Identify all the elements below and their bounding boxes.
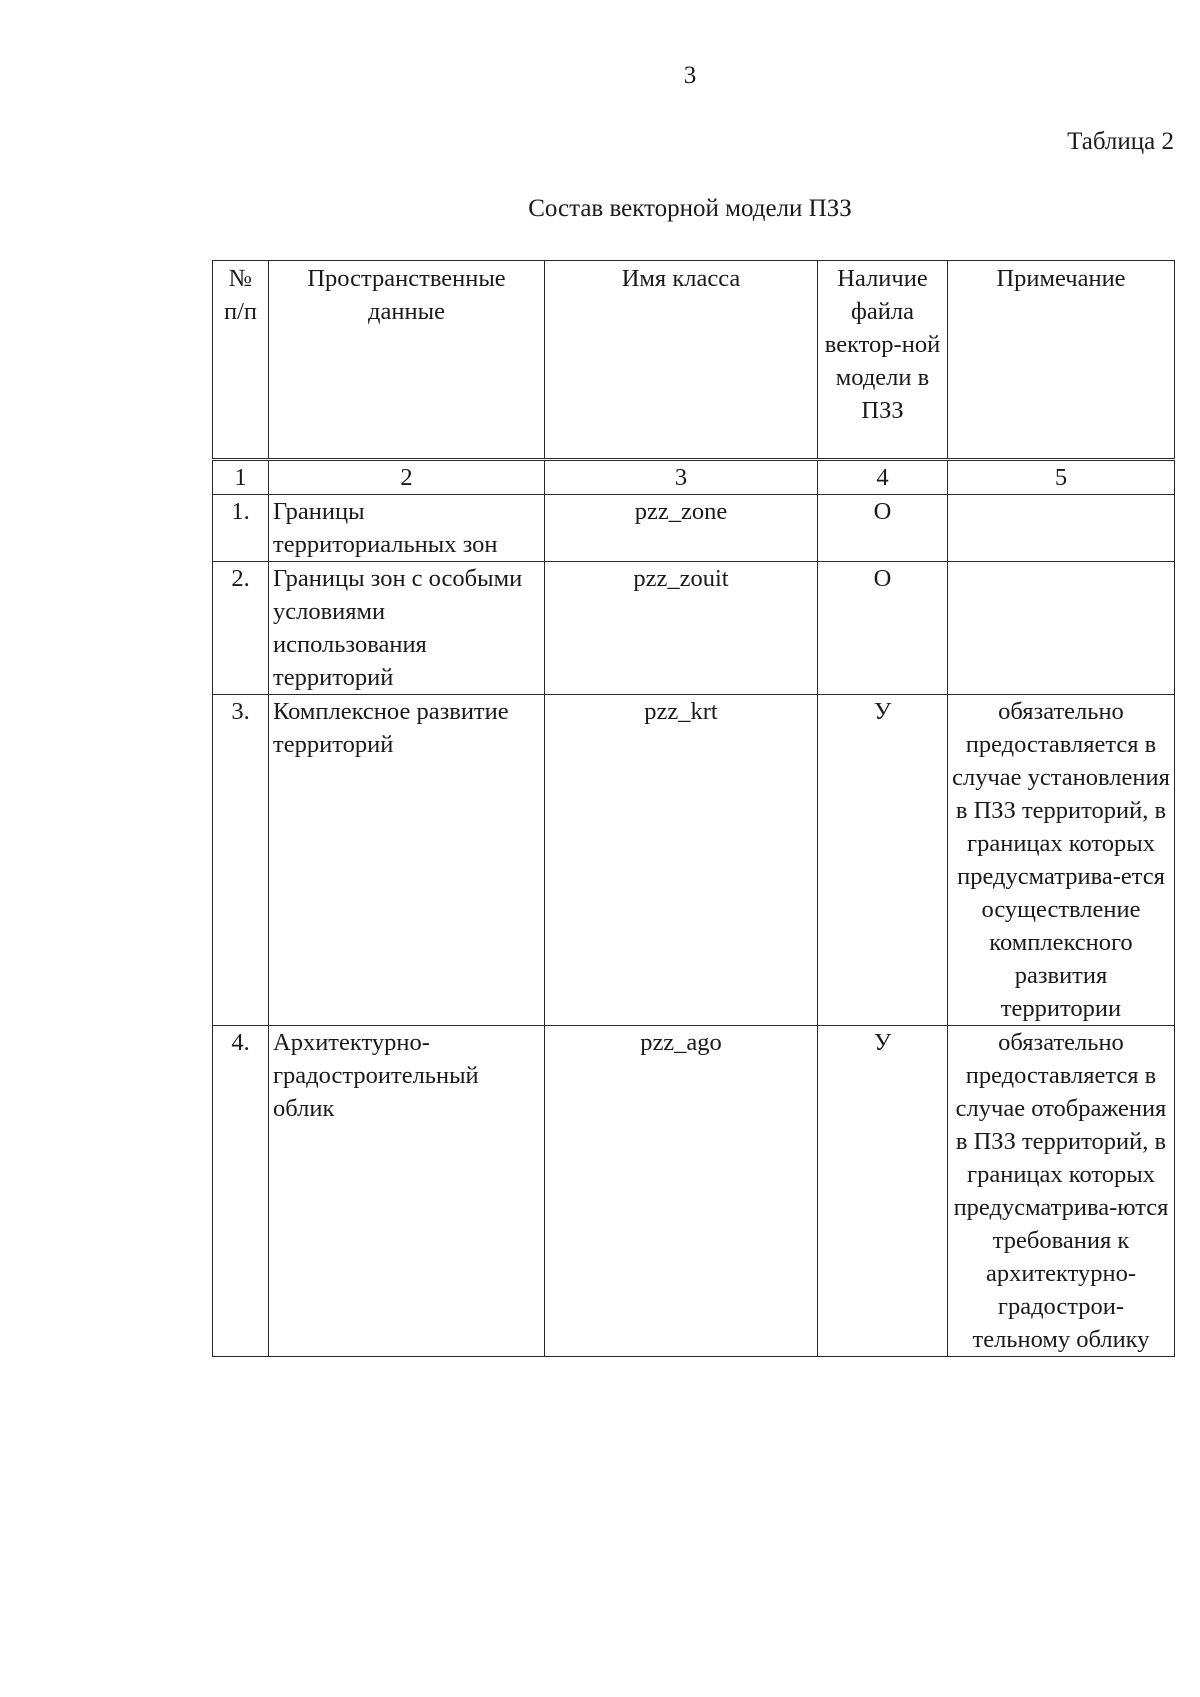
column-index: 2: [269, 460, 545, 495]
table-header-row: [213, 261, 1175, 460]
row-number: 1.: [213, 495, 269, 562]
presence-cell: У: [818, 695, 948, 1026]
spatial-data-cell: Архитектурно-градостроительный облик: [269, 1026, 545, 1357]
header-num: № п/п: [213, 261, 269, 460]
class-name-cell: pzz_ago: [545, 1026, 818, 1357]
note-cell: обязательно предоставляется в случае установления в ПЗЗ территорий, в границах которых предусматрива-ется осуществление комплексного развития территории: [948, 695, 1175, 1026]
header-class-name: Имя класса: [545, 261, 818, 460]
table-label: Таблица 2: [1067, 128, 1174, 155]
table-row: [213, 495, 1175, 562]
note-cell: [948, 562, 1175, 695]
column-index: 3: [545, 460, 818, 495]
presence-cell: У: [818, 1026, 948, 1357]
vector-model-table: [212, 260, 1175, 1357]
spatial-data-cell: Границы зон с особыми условиями использования территорий: [269, 562, 545, 695]
row-number: 3.: [213, 695, 269, 1026]
row-number: 4.: [213, 1026, 269, 1357]
spatial-data-cell: Границы территориальных зон: [269, 495, 545, 562]
spatial-data-cell: Комплексное развитие территорий: [269, 695, 545, 1026]
header-note: Примечание: [948, 261, 1175, 460]
table-row: [213, 695, 1175, 1026]
class-name-cell: pzz_zouit: [545, 562, 818, 695]
table-row: [213, 562, 1175, 695]
header-spatial-data: Пространственные данные: [269, 261, 545, 460]
row-number: 2.: [213, 562, 269, 695]
note-cell: обязательно предоставляется в случае отображения в ПЗЗ территорий, в границах которых предусматрива-ются требования к архитектурно-градострои-тельному облику: [948, 1026, 1175, 1357]
presence-cell: О: [818, 562, 948, 695]
note-cell: [948, 495, 1175, 562]
column-index: 5: [948, 460, 1175, 495]
class-name-cell: pzz_zone: [545, 495, 818, 562]
presence-cell: О: [818, 495, 948, 562]
document-title: Состав векторной модели ПЗЗ: [528, 195, 852, 222]
class-name-cell: pzz_krt: [545, 695, 818, 1026]
column-index: 4: [818, 460, 948, 495]
table-row: [213, 1026, 1175, 1357]
header-file-presence: Наличие файла вектор-ной модели в ПЗЗ: [818, 261, 948, 460]
column-index: 1: [213, 460, 269, 495]
column-index-row: [213, 460, 1175, 495]
page-number: 3: [683, 62, 697, 89]
